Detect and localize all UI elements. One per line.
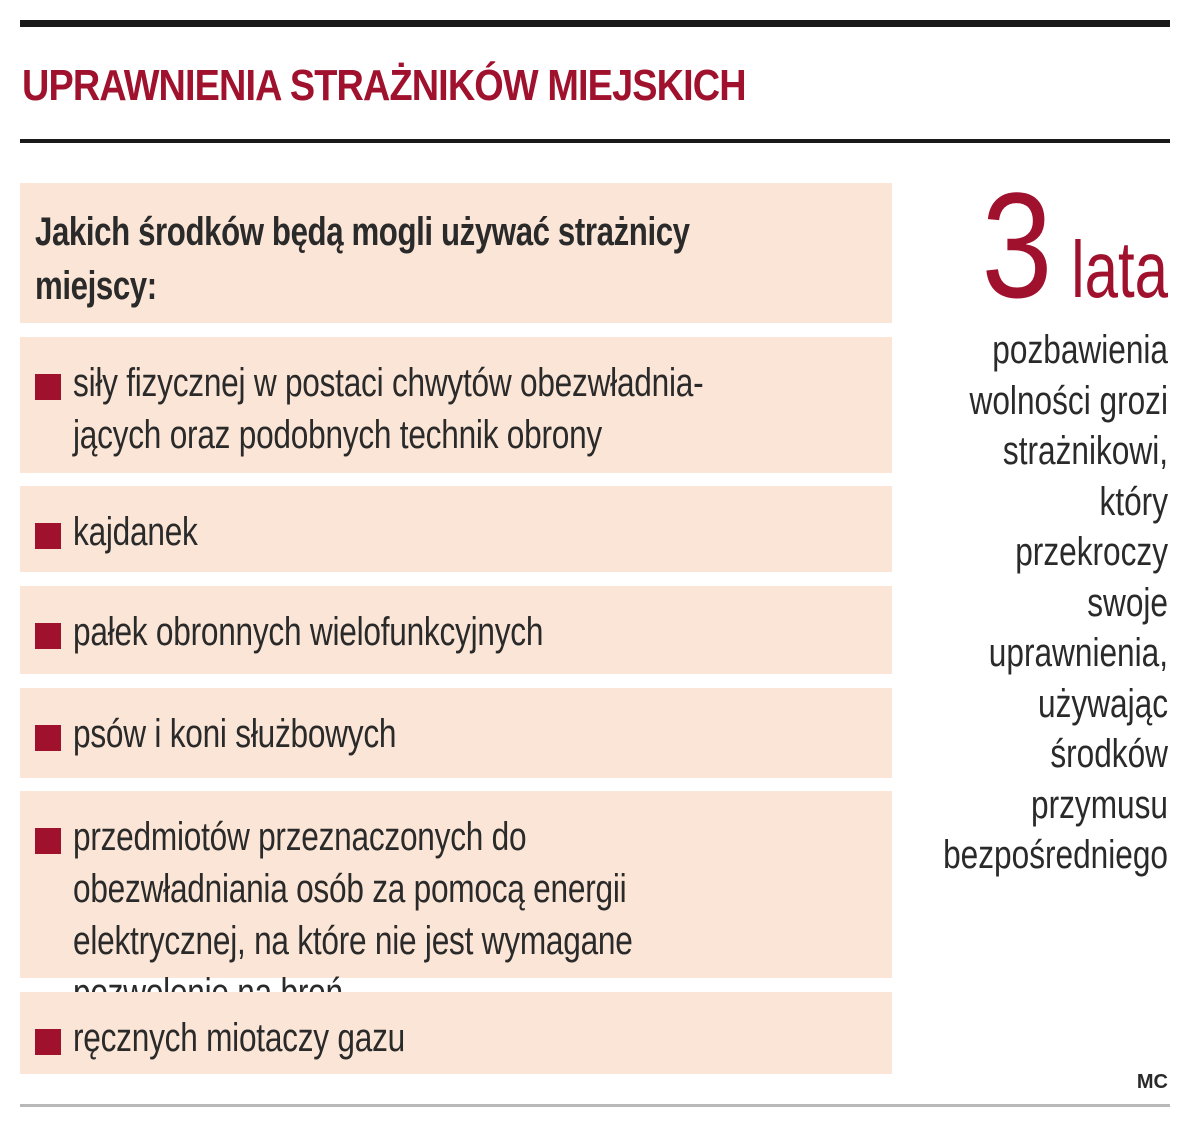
list-item-text: ręcznych miotaczy gazu (73, 1016, 405, 1060)
stat-description-line: swoje (1087, 580, 1168, 625)
bullet-square-icon (35, 1029, 61, 1055)
stat-description-line: środków (1050, 732, 1168, 776)
list-item-text: kajdanek (73, 510, 198, 554)
stat-description-line: pozbawienia (992, 328, 1168, 372)
bullet-square-icon (35, 523, 61, 549)
stat-description-line: strażnikowi, (1002, 429, 1168, 473)
list-item (20, 791, 892, 978)
list-item-text: psów i koni służbowych (73, 712, 397, 756)
stat-description-line: przekroczy (1015, 530, 1168, 574)
question-text: Jakich środków będą mogli używać strażnicy miejscy: (35, 210, 690, 308)
list-item-text: pałek obronnych wielofunkcyjnych (73, 610, 544, 654)
stat-description-line: przymusu (1031, 782, 1168, 827)
stat-unit: lata (1071, 225, 1168, 314)
stat-description-line: bezpośredniego (943, 833, 1168, 877)
list-item-text: siły fizycznej w postaci chwytów obezwładnia-jących oraz podobnych technik obrony (73, 361, 704, 457)
bullet-square-icon (35, 623, 61, 649)
stat-description-line: wolności grozi (969, 378, 1168, 423)
stat-number: 3 (981, 161, 1053, 329)
bullet-square-icon (35, 828, 61, 854)
question-panel (20, 183, 892, 323)
bullet-square-icon (35, 725, 61, 751)
page-title: UPRAWNIENIA STRAŻNIKÓW MIEJSKICH (22, 61, 746, 110)
stat-description (868, 325, 1168, 881)
stat-description-line: uprawnienia, (988, 631, 1168, 675)
list-item (20, 586, 892, 674)
title-rule (20, 139, 1170, 143)
list-item (20, 337, 892, 473)
stat-description-line: który (1099, 479, 1168, 524)
author-credit: MC (1136, 1071, 1168, 1093)
bullet-square-icon (35, 374, 61, 400)
list-item (20, 688, 892, 778)
top-rule (20, 20, 1170, 27)
stat-description-line: używając (1038, 681, 1168, 726)
bottom-rule (20, 1104, 1170, 1107)
list-item (20, 992, 892, 1074)
stat-highlight (969, 161, 1168, 335)
list-item (20, 486, 892, 572)
list-item-text: przedmiotów przeznaczonych do obezwładniania osób za pomocą energii elektrycznej, na które nie jest wymagane (73, 815, 633, 963)
